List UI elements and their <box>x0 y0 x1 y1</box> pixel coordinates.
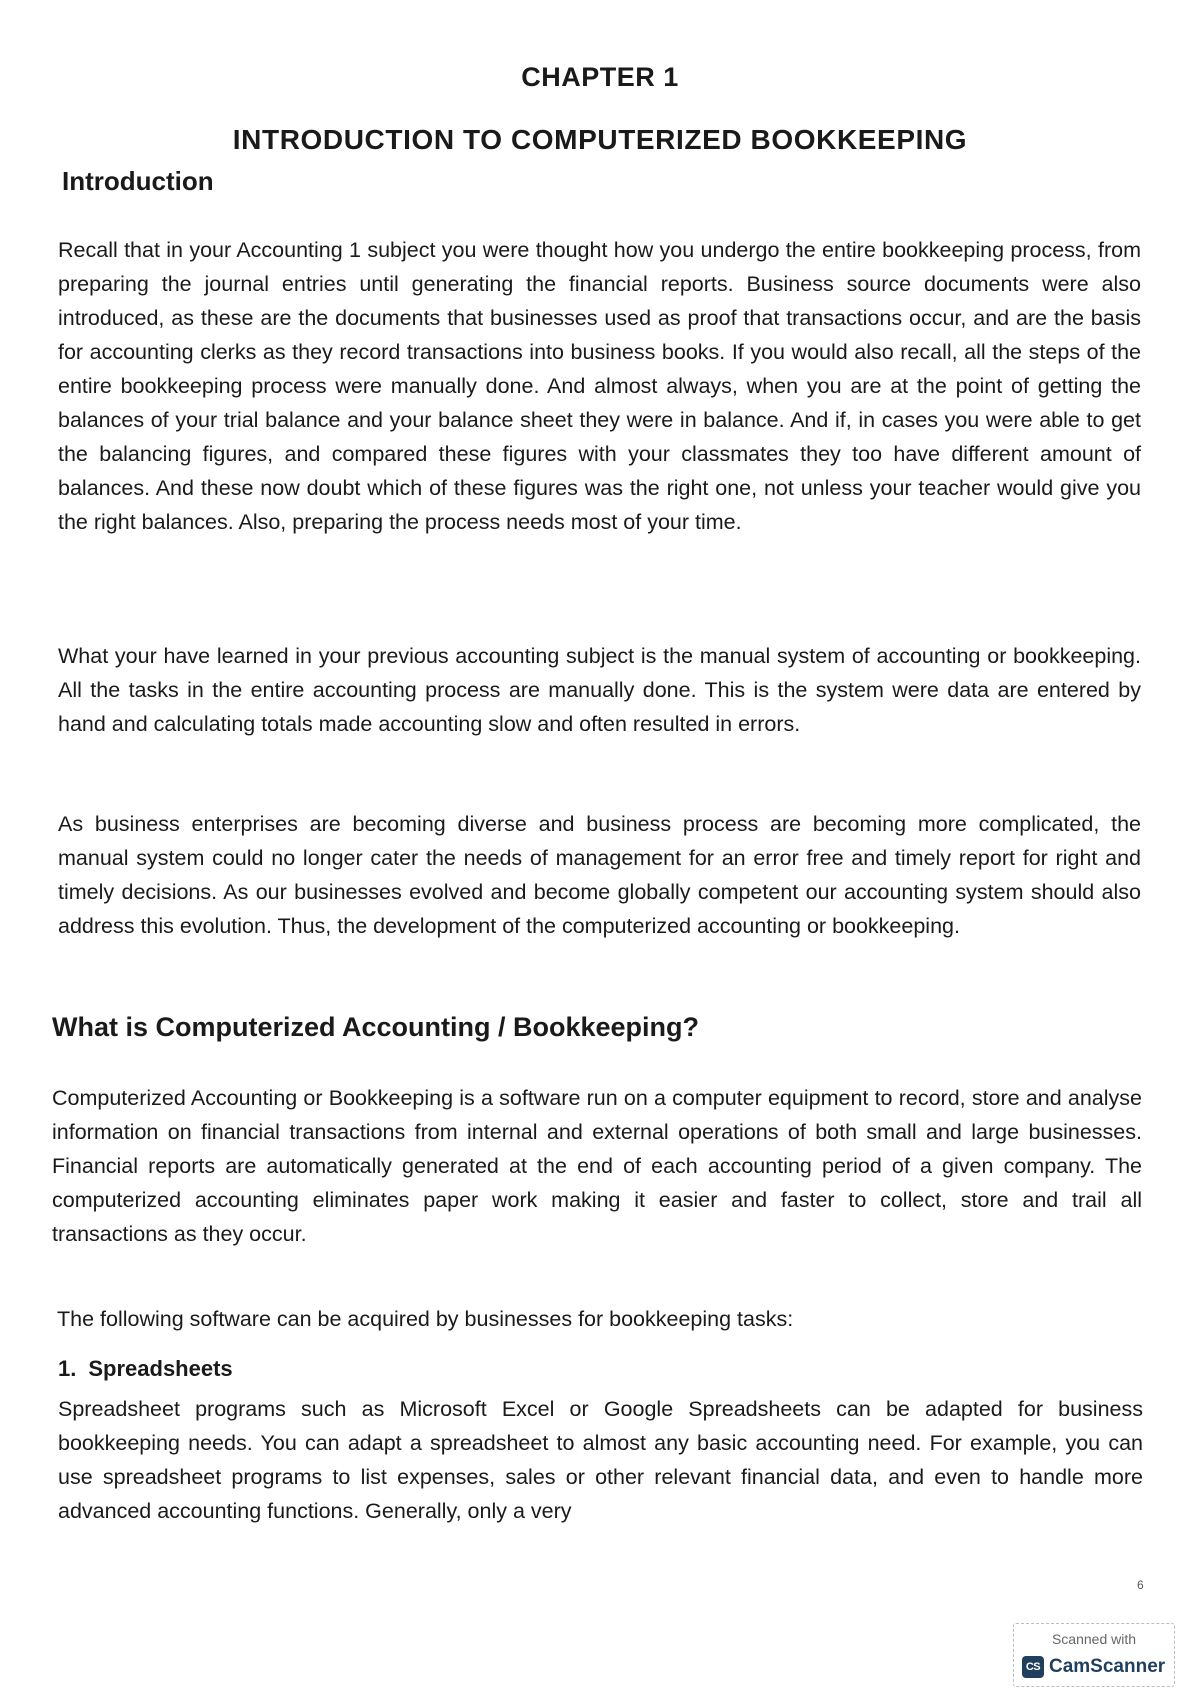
section-heading: What is Computerized Accounting / Bookkeeping? <box>52 1012 700 1042</box>
chapter-title: INTRODUCTION TO COMPUTERIZED BOOKKEEPING <box>232 124 968 155</box>
watermark-scanned-text: Scanned with <box>1051 1631 1137 1647</box>
list-item-number: 1. <box>58 1356 77 1381</box>
intro-paragraph-1: Recall that in your Accounting 1 subject you were thought how you undergo the entire bookkeeping process, from preparing the journal entries until generating the financial reports. Business source documents were also introduced, as these are the documents that businesses used as proof that transactions occur, and are the basis for accounting clerks as they record transactions into business books. If you would also recall, all the steps of the entire bookkeeping process were manually done. And almost always, when you are at the point of getting the balances of your trial balance and your balance sheet they were in balance. And if, in cases you were able to get the balancing figures, and compared these figures with your classmates they too have different amount of balances. And these now doubt which of these figures was the right one, not unless your teacher would give you the right balances. Also, preparing the process needs most of your time. <box>58 238 1141 534</box>
watermark-brand <box>1022 1654 1165 1680</box>
introduction-heading: Introduction <box>62 166 214 196</box>
intro-paragraph-3: As business enterprises are becoming diverse and business process are becoming more complicated, the manual system could no longer cater the needs of management for an error free and timely report for right and timely decisions. As our businesses evolved and become globally competent our accounting system should also address this evolution. Thus, the development of the computerized accounting or bookkeeping. <box>58 812 1141 938</box>
intro-paragraph-2: What your have learned in your previous accounting subject is the manual system of accounting or bookkeeping. All the tasks in the entire accounting process are manually done. This is the system were data are entered by hand and calculating totals made accounting slow and often resulted in errors. <box>58 644 1141 736</box>
page-number: 6 <box>1137 1578 1144 1592</box>
list-item-paragraph: Spreadsheet programs such as Microsoft Excel or Google Spreadsheets can be adapted for business bookkeeping needs. You can adapt a spreadsheet to almost any basic accounting need. For example, you can use spreadsheet programs to list expenses, sales or other relevant financial data, and even to handle more advanced accounting functions. Generally, only a very <box>58 1397 1143 1523</box>
list-item-title <box>58 1356 233 1382</box>
software-intro-paragraph: The following software can be acquired by businesses for bookkeeping tasks: <box>57 1307 794 1331</box>
camscanner-logo-icon: CS <box>1022 1656 1044 1678</box>
definition-paragraph: Computerized Accounting or Bookkeeping is a software run on a computer equipment to record, store and analyse information on financial transactions from internal and external operations of both small and large businesses. Financial reports are automatically generated at the end of each accounting period of a given company. The computerized accounting eliminates paper work making it easier and faster to collect, store and trail all transactions as they occur. <box>52 1086 1142 1246</box>
watermark-brand-name: CamScanner <box>1049 1656 1166 1677</box>
chapter-label: CHAPTER 1 <box>521 62 679 92</box>
list-item-heading: Spreadsheets <box>88 1356 233 1381</box>
camscanner-watermark <box>1013 1623 1175 1687</box>
